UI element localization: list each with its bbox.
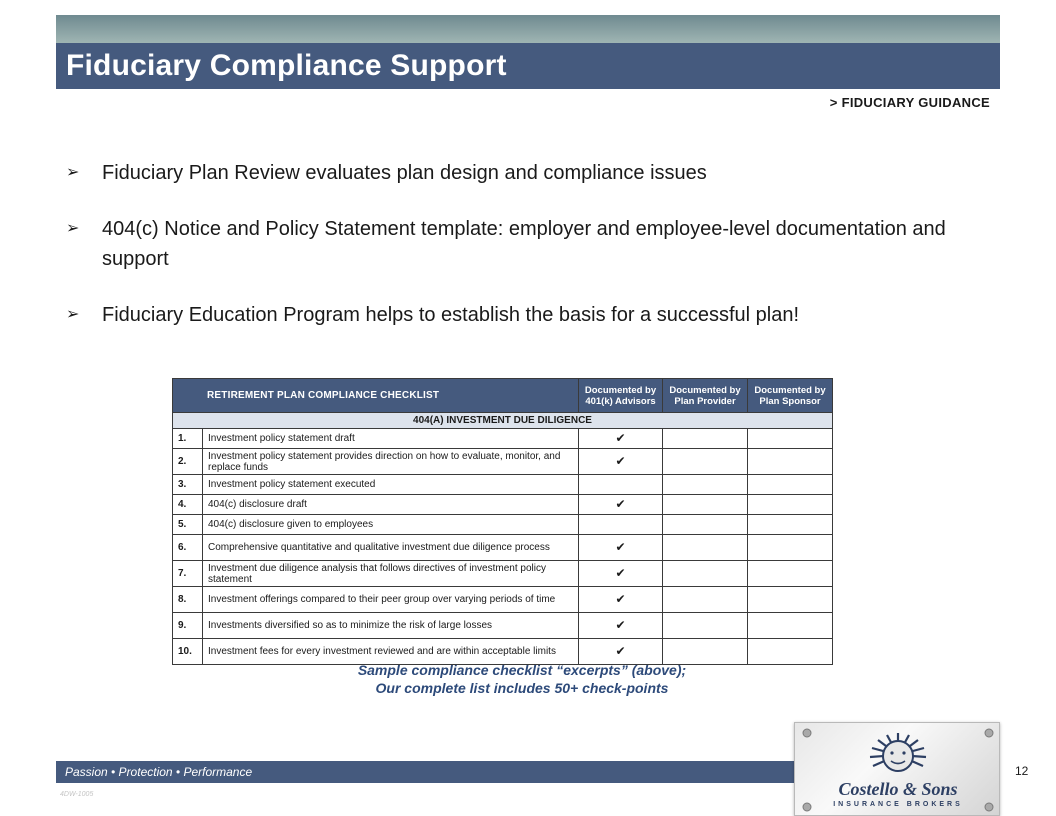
empty-check-cell <box>663 475 748 495</box>
checklist-row <box>173 587 833 613</box>
logo-company-name: Costello & Sons <box>838 779 958 799</box>
company-logo <box>794 722 1000 816</box>
empty-check-cell <box>579 515 663 535</box>
checkmark-icon: ✔ <box>579 495 663 515</box>
document-code: 4DW-1005 <box>60 791 94 798</box>
empty-check-cell <box>663 495 748 515</box>
checkmark-icon: ✔ <box>579 587 663 613</box>
checklist-row <box>173 495 833 515</box>
checklist-title: RETIREMENT PLAN COMPLIANCE CHECKLIST <box>173 379 579 413</box>
empty-check-cell <box>663 613 748 639</box>
empty-check-cell <box>748 515 833 535</box>
arrowhead-bullet-icon: ➢ <box>66 306 80 323</box>
row-description: 404(c) disclosure draft <box>203 495 579 515</box>
empty-check-cell <box>663 449 748 475</box>
footer-tagline: Passion • Protection • Performance <box>65 765 253 779</box>
row-description: Investments diversified so as to minimize the risk of large losses <box>203 613 579 639</box>
bullet-list <box>66 158 966 356</box>
arrowhead-bullet-icon: ➢ <box>66 220 80 237</box>
checkmark-icon: ✔ <box>579 535 663 561</box>
checklist-row <box>173 449 833 475</box>
checkmark-icon: ✔ <box>579 639 663 665</box>
empty-check-cell <box>663 561 748 587</box>
title-bar <box>56 43 1000 89</box>
row-number: 2. <box>173 449 203 475</box>
page-title: Fiduciary Compliance Support <box>66 49 507 82</box>
row-description: Investment policy statement draft <box>203 429 579 449</box>
row-number: 10. <box>173 639 203 665</box>
bullet-item <box>66 214 966 274</box>
checklist-row <box>173 561 833 587</box>
logo-subtitle: INSURANCE BROKERS <box>833 801 963 808</box>
column-header-advisors: Documented by 401(k) Advisors <box>579 379 663 413</box>
checkmark-icon: ✔ <box>579 561 663 587</box>
checklist-row <box>173 475 833 495</box>
row-description: Investment policy statement provides direction on how to evaluate, monitor, and replace funds <box>203 449 579 475</box>
empty-check-cell <box>748 429 833 449</box>
column-header-sponsor: Documented by Plan Sponsor <box>748 379 833 413</box>
bullet-item <box>66 300 966 330</box>
row-description: Investment policy statement executed <box>203 475 579 495</box>
empty-check-cell <box>748 587 833 613</box>
row-number: 4. <box>173 495 203 515</box>
title-bar-accent <box>56 15 1000 43</box>
row-number: 1. <box>173 429 203 449</box>
bullet-text: 404(c) Notice and Policy Statement template: employer and employee-level documentation and support <box>102 218 946 270</box>
row-description: Comprehensive quantitative and qualitative investment due diligence process <box>203 535 579 561</box>
row-number: 7. <box>173 561 203 587</box>
row-number: 9. <box>173 613 203 639</box>
bullet-item <box>66 158 966 188</box>
caption-line-2: Our complete list includes 50+ check-points <box>375 680 669 696</box>
empty-check-cell <box>663 515 748 535</box>
checkmark-icon: ✔ <box>579 429 663 449</box>
section-breadcrumb: > FIDUCIARY GUIDANCE <box>829 95 990 110</box>
row-description: 404(c) disclosure given to employees <box>203 515 579 535</box>
row-description: Investment due diligence analysis that follows directives of investment policy statement <box>203 561 579 587</box>
empty-check-cell <box>748 535 833 561</box>
empty-check-cell <box>748 561 833 587</box>
empty-check-cell <box>748 495 833 515</box>
page-number: 12 <box>1015 764 1029 778</box>
column-header-provider: Documented by Plan Provider <box>663 379 748 413</box>
checklist-table <box>172 378 833 665</box>
checklist-row <box>173 515 833 535</box>
row-number: 6. <box>173 535 203 561</box>
row-description: Investment offerings compared to their peer group over varying periods of time <box>203 587 579 613</box>
empty-check-cell <box>663 429 748 449</box>
row-number: 8. <box>173 587 203 613</box>
bullet-text: Fiduciary Plan Review evaluates plan design and compliance issues <box>102 162 707 184</box>
empty-check-cell <box>748 613 833 639</box>
empty-check-cell <box>579 475 663 495</box>
checklist-row <box>173 429 833 449</box>
bullet-text: Fiduciary Education Program helps to establish the basis for a successful plan! <box>102 304 800 326</box>
checklist-row <box>173 535 833 561</box>
empty-check-cell <box>663 587 748 613</box>
row-description: Investment fees for every investment reviewed and are within acceptable limits <box>203 639 579 665</box>
arrowhead-bullet-icon: ➢ <box>66 164 80 181</box>
checklist-section-header: 404(A) INVESTMENT DUE DILIGENCE <box>173 413 833 429</box>
checklist-row <box>173 613 833 639</box>
row-number: 3. <box>173 475 203 495</box>
empty-check-cell <box>748 475 833 495</box>
row-number: 5. <box>173 515 203 535</box>
footer-bar <box>56 761 800 783</box>
checkmark-icon: ✔ <box>579 613 663 639</box>
checklist-caption <box>172 661 872 697</box>
compliance-checklist <box>172 378 832 658</box>
checkmark-icon: ✔ <box>579 449 663 475</box>
empty-check-cell <box>663 535 748 561</box>
caption-line-1: Sample compliance checklist “excerpts” (above); <box>357 662 687 678</box>
empty-check-cell <box>748 449 833 475</box>
